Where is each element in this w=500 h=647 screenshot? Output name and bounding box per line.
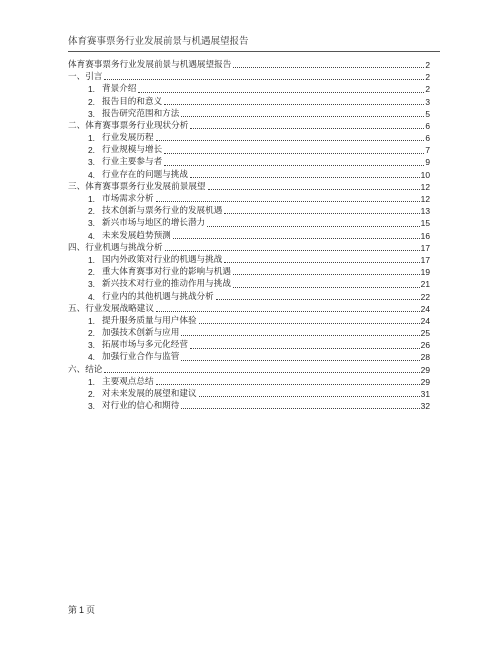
page-header <box>68 33 440 52</box>
toc-entry-page: 12 <box>420 181 430 192</box>
toc-entry-label: 加强技术创新与应用 <box>102 328 180 339</box>
toc-entry[interactable] <box>68 108 430 120</box>
toc-entry-page: 16 <box>420 230 430 241</box>
footer-prefix: 第 <box>68 606 78 616</box>
toc-entry-page: 7 <box>425 145 430 156</box>
toc-entry-page: 2 <box>425 59 430 70</box>
toc-entry[interactable] <box>68 181 430 193</box>
toc-entry-label: 行业存在的问题与挑战 <box>102 169 188 180</box>
toc-entry-number: 1. <box>88 84 95 95</box>
toc-entry-label: 技术创新与票务行业的发展机遇 <box>102 206 223 217</box>
toc-dot-leader <box>224 213 419 214</box>
toc-dot-leader <box>156 201 420 202</box>
toc-entry-page: 24 <box>420 315 430 326</box>
toc-entry-number: 四、 <box>68 242 86 253</box>
toc-entry[interactable] <box>68 254 430 266</box>
toc-entry-page: 9 <box>425 157 430 168</box>
toc-entry-label: 行业规模与增长 <box>102 145 163 156</box>
toc-dot-leader <box>224 262 419 263</box>
toc-dot-leader <box>181 116 424 117</box>
toc-entry[interactable] <box>68 376 430 388</box>
toc-dot-leader <box>190 177 420 178</box>
toc-entry[interactable] <box>68 157 430 169</box>
toc-entry-page: 13 <box>420 206 430 217</box>
toc-entry-label: 主要观点总结 <box>102 376 154 387</box>
toc-entry[interactable] <box>68 303 430 315</box>
toc-entry-number: 1. <box>88 315 95 326</box>
toc-entry-label: 引言 <box>85 72 103 83</box>
toc-entry-number: 五、 <box>68 303 86 314</box>
toc-entry-page: 22 <box>420 291 430 302</box>
toc-entry-number: 1. <box>88 376 95 387</box>
toc-dot-leader <box>164 153 424 154</box>
toc-entry-number: 3. <box>88 108 95 119</box>
toc-entry-label: 国内外政策对行业的机遇与挑战 <box>102 254 223 265</box>
toc-entry-label: 对未来发展的展望和建议 <box>102 389 197 400</box>
toc-dot-leader <box>190 348 420 349</box>
toc-entry-label: 对行业的信心和期待 <box>102 401 180 412</box>
footer-suffix: 页 <box>86 606 96 616</box>
toc-entry[interactable] <box>68 327 430 339</box>
toc-entry-label: 行业内的其他机遇与挑战分析 <box>102 291 214 302</box>
toc-entry-page: 2 <box>425 84 430 95</box>
toc-entry[interactable] <box>68 242 430 254</box>
toc-entry-label: 拓展市场与多元化经营 <box>102 340 188 351</box>
toc-entry[interactable] <box>68 388 430 400</box>
toc-entry[interactable] <box>68 278 430 290</box>
toc-dot-leader <box>233 67 424 68</box>
toc-entry[interactable] <box>68 364 430 376</box>
toc-entry-number: 2. <box>88 267 95 278</box>
toc-entry-number: 3. <box>88 157 95 168</box>
toc-entry-label: 提升服务质量与用户体验 <box>102 315 197 326</box>
toc-entry-label: 行业发展历程 <box>102 133 154 144</box>
toc-entry-number: 二、 <box>68 120 86 131</box>
toc-entry-page: 2 <box>425 72 430 83</box>
toc-entry[interactable] <box>68 83 430 95</box>
toc-dot-leader <box>199 323 420 324</box>
toc-dot-leader <box>181 360 419 361</box>
toc-entry-page: 26 <box>420 340 430 351</box>
toc-entry-number: 2. <box>88 145 95 156</box>
toc-entry[interactable] <box>68 217 430 229</box>
toc-entry-page: 5 <box>425 108 430 119</box>
toc-entry-number: 三、 <box>68 181 86 192</box>
toc-entry[interactable] <box>68 291 430 303</box>
toc-entry-label: 行业发展战略建议 <box>85 303 154 314</box>
toc-entry[interactable] <box>68 315 430 327</box>
toc-entry-number: 六、 <box>68 364 86 375</box>
toc-entry-page: 28 <box>420 352 430 363</box>
toc-entry[interactable] <box>68 352 430 364</box>
toc-entry-label: 体育赛事票务行业发展前景展望 <box>85 181 206 192</box>
toc-entry[interactable] <box>68 59 430 71</box>
toc-entry-number: 4. <box>88 230 95 241</box>
toc-entry-number: 1. <box>88 254 95 265</box>
toc-entry-page: 12 <box>420 194 430 205</box>
toc-entry-number: 3. <box>88 401 95 412</box>
toc-dot-leader <box>233 287 420 288</box>
toc-dot-leader <box>165 250 420 251</box>
toc-entry[interactable] <box>68 339 430 351</box>
toc-entry-label: 体育赛事票务行业发展前景与机遇展望报告 <box>68 59 232 70</box>
toc-entry-label: 体育赛事票务行业现状分析 <box>85 120 189 131</box>
toc-entry-page: 17 <box>420 242 430 253</box>
toc-entry-label: 行业主要参与者 <box>102 157 163 168</box>
toc-entry-page: 29 <box>420 376 430 387</box>
toc-dot-leader <box>164 104 424 105</box>
toc-entry[interactable] <box>68 132 430 144</box>
toc-dot-leader <box>138 92 424 93</box>
toc-dot-leader <box>156 311 420 312</box>
toc-entry-number: 4. <box>88 352 95 363</box>
toc-entry-number: 1. <box>88 194 95 205</box>
toc-entry-page: 24 <box>420 303 430 314</box>
toc-dot-leader <box>208 189 420 190</box>
page-footer <box>68 603 95 616</box>
toc-entry-label: 报告研究范围和方法 <box>102 108 180 119</box>
toc-entry-page: 10 <box>420 169 430 180</box>
toc-dot-leader <box>190 128 424 129</box>
toc-entry[interactable] <box>68 71 430 83</box>
toc-entry-number: 4. <box>88 291 95 302</box>
toc-dot-leader <box>181 408 419 409</box>
toc-entry-number: 2. <box>88 206 95 217</box>
toc-dot-leader <box>104 79 424 80</box>
toc-entry-number: 2. <box>88 389 95 400</box>
toc-entry-page: 31 <box>420 389 430 400</box>
table-of-contents <box>68 59 430 412</box>
toc-dot-leader <box>164 165 424 166</box>
toc-entry[interactable] <box>68 96 430 108</box>
toc-dot-leader <box>156 384 420 385</box>
toc-entry-label: 背景介绍 <box>102 84 137 95</box>
toc-dot-leader <box>216 299 420 300</box>
toc-entry-page: 29 <box>420 364 430 375</box>
toc-entry-number: 3. <box>88 279 95 290</box>
toc-entry-page: 25 <box>420 328 430 339</box>
toc-entry[interactable] <box>68 230 430 242</box>
toc-entry-label: 新兴技术对行业的推动作用与挑战 <box>102 279 231 290</box>
toc-entry-page: 6 <box>425 133 430 144</box>
toc-dot-leader <box>156 140 425 141</box>
toc-entry-label: 重大体育赛事对行业的影响与机遇 <box>102 267 231 278</box>
toc-dot-leader <box>181 335 419 336</box>
toc-entry-number: 3. <box>88 218 95 229</box>
toc-entry-label: 市场需求分析 <box>102 194 154 205</box>
toc-entry-page: 15 <box>420 218 430 229</box>
toc-entry-label: 结论 <box>85 364 103 375</box>
toc-entry-page: 3 <box>425 96 430 107</box>
toc-dot-leader <box>173 238 420 239</box>
toc-dot-leader <box>104 372 419 373</box>
toc-entry-label: 加强行业合作与监管 <box>102 352 180 363</box>
toc-entry-label: 行业机遇与挑战分析 <box>85 242 163 253</box>
toc-entry-number: 一、 <box>68 72 86 83</box>
toc-entry-page: 19 <box>420 267 430 278</box>
toc-entry-label: 未来发展趋势预测 <box>102 230 171 241</box>
toc-entry-number: 1. <box>88 133 95 144</box>
toc-dot-leader <box>207 226 420 227</box>
toc-entry-number: 2. <box>88 96 95 107</box>
toc-entry[interactable] <box>68 144 430 156</box>
toc-dot-leader <box>233 274 420 275</box>
toc-entry-number: 2. <box>88 328 95 339</box>
toc-entry[interactable] <box>68 120 430 132</box>
toc-entry[interactable] <box>68 193 430 205</box>
header-title: 体育赛事票务行业发展前景与机遇展望报告 <box>68 36 249 47</box>
toc-entry-number: 4. <box>88 169 95 180</box>
footer-page-number: 1 <box>79 605 85 615</box>
toc-entry[interactable] <box>68 169 430 181</box>
toc-entry-label: 报告目的和意义 <box>102 96 163 107</box>
toc-entry-page: 17 <box>420 254 430 265</box>
toc-entry[interactable] <box>68 266 430 278</box>
toc-entry-number: 3. <box>88 340 95 351</box>
toc-dot-leader <box>199 396 420 397</box>
toc-entry[interactable] <box>68 205 430 217</box>
toc-entry-page: 6 <box>425 120 430 131</box>
toc-entry-page: 32 <box>420 401 430 412</box>
toc-entry-label: 新兴市场与地区的增长潜力 <box>102 218 206 229</box>
toc-entry-page: 21 <box>420 279 430 290</box>
toc-entry[interactable] <box>68 400 430 412</box>
